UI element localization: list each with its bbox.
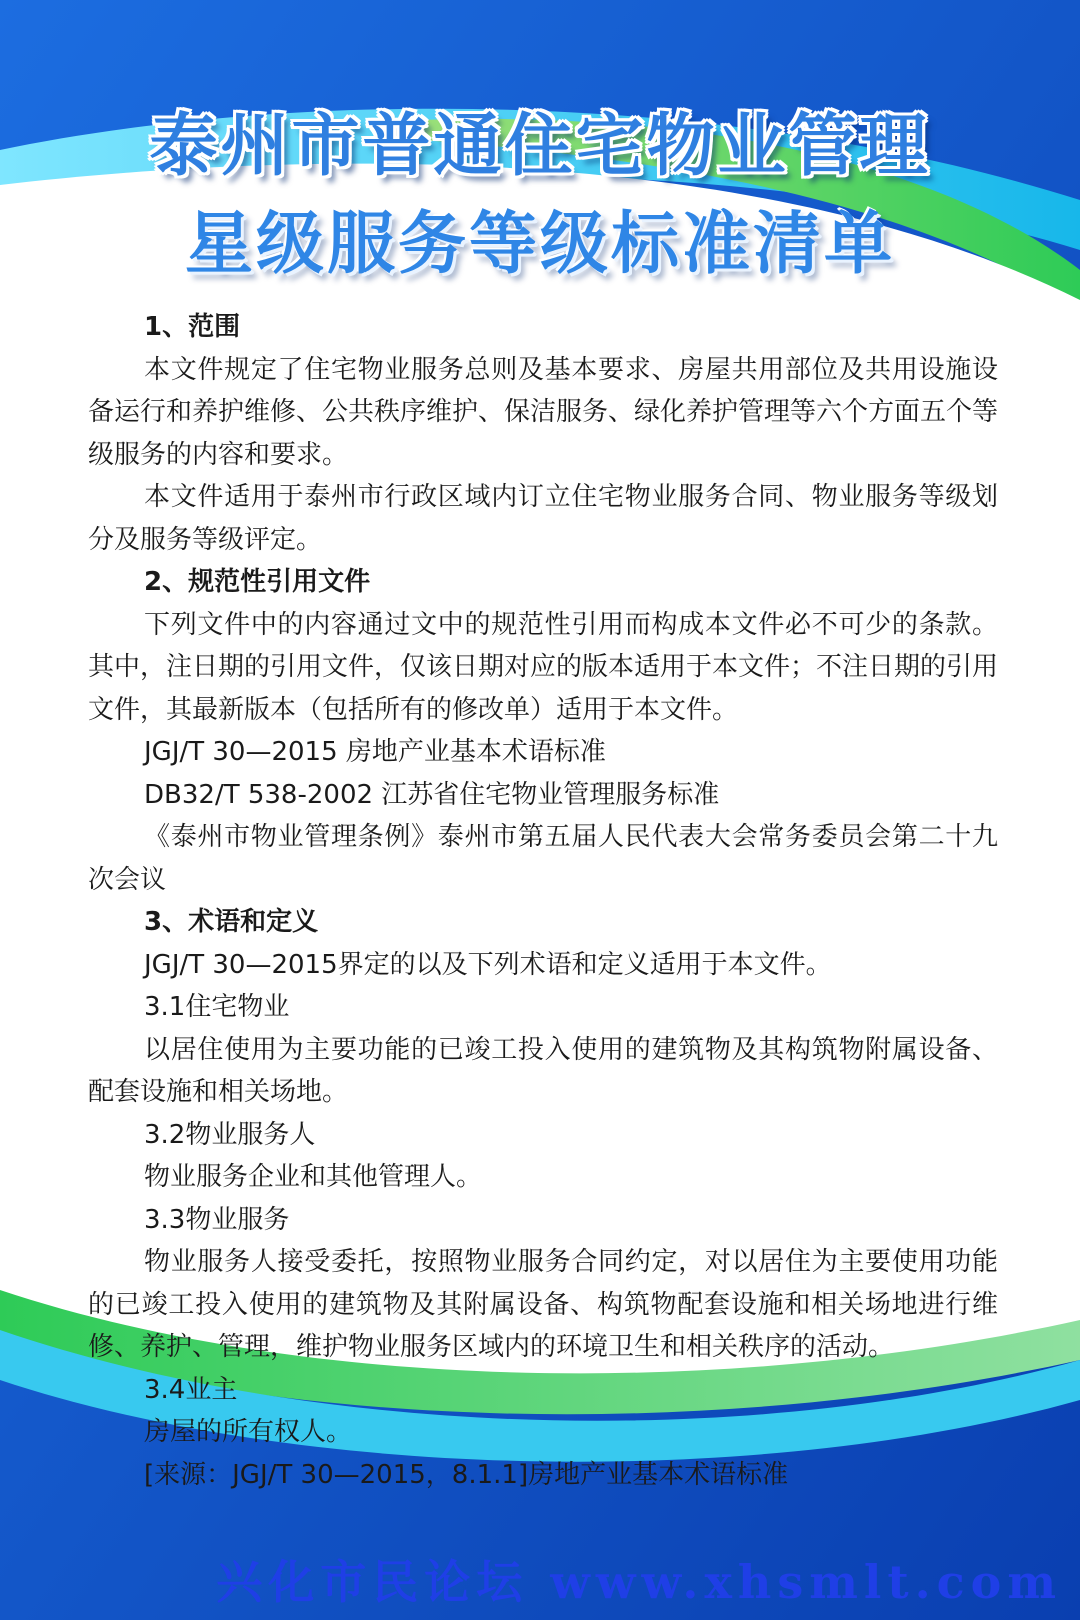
term-3-3-title: 3.3物业服务 <box>144 1204 290 1235</box>
section-1-heading: 1、范围 <box>144 312 241 342</box>
term-3-1-definition: 以居住使用为主要功能的已竣工投入使用的建筑物及其构筑物附属设备、配套设施和相关场地。 <box>88 1034 998 1107</box>
document-body <box>88 306 998 1496</box>
section-1-paragraph-1: 本文件规定了住宅物业服务总则及基本要求、房屋共用部位及共用设施设备运行和养护维修、公共秩序维护、保洁服务、绿化养护管理等六个方面五个等级服务的内容和要求。 <box>88 354 999 470</box>
reference-item-2: DB32/T 538-2002 江苏省住宅物业管理服务标准 <box>144 779 720 810</box>
section-1-paragraph-2: 本文件适用于泰州市行政区域内订立住宅物业服务合同、物业服务等级划分及服务等级评定。 <box>88 482 998 555</box>
forum-watermark: 兴化市民论坛 www.xhsmlt.com <box>216 1555 1062 1609</box>
title-line-2: 星级服务等级标准清单 <box>184 205 895 284</box>
section-2-heading: 2、规范性引用文件 <box>144 567 371 597</box>
term-3-4-source: [来源：JGJ/T 30—2015，8.1.1]房地产业基本术语标准 <box>144 1459 789 1490</box>
section-3-heading: 3、术语和定义 <box>144 907 319 937</box>
reference-item-3: 《泰州市物业管理条例》泰州市第五届人民代表大会常务委员会第二十九次会议 <box>88 822 998 895</box>
section-3-intro: JGJ/T 30—2015界定的以及下列术语和定义适用于本文件。 <box>144 949 832 980</box>
section-2-paragraph-1: 下列文件中的内容通过文中的规范性引用而构成本文件必不可少的条款。其中，注日期的引用文件，仅该日期对应的版本适用于本文件；不注日期的引用文件，其最新版本（包括所有的修改单）适用于本文件。 <box>88 609 999 725</box>
term-3-3-definition: 物业服务人接受委托，按照物业服务合同约定，对以居住为主要使用功能的已竣工投入使用的建筑物及其附属设备、构筑物配套设施和相关场地进行维修、养护、管理，维护物业服务区域内的环境卫生和相关秩序的活动。 <box>88 1247 998 1362</box>
term-3-2-definition: 物业服务企业和其他管理人。 <box>144 1162 483 1192</box>
term-3-2-title: 3.2物业服务人 <box>144 1119 316 1150</box>
term-3-1-title: 3.1住宅物业 <box>144 992 290 1022</box>
term-3-4-title: 3.4业主 <box>144 1374 238 1405</box>
reference-item-1: JGJ/T 30—2015 房地产业基本术语标准 <box>144 737 606 767</box>
title-line-1: 泰州市普通住宅物业管理 <box>149 107 931 186</box>
term-3-4-definition: 房屋的所有权人。 <box>144 1417 353 1447</box>
